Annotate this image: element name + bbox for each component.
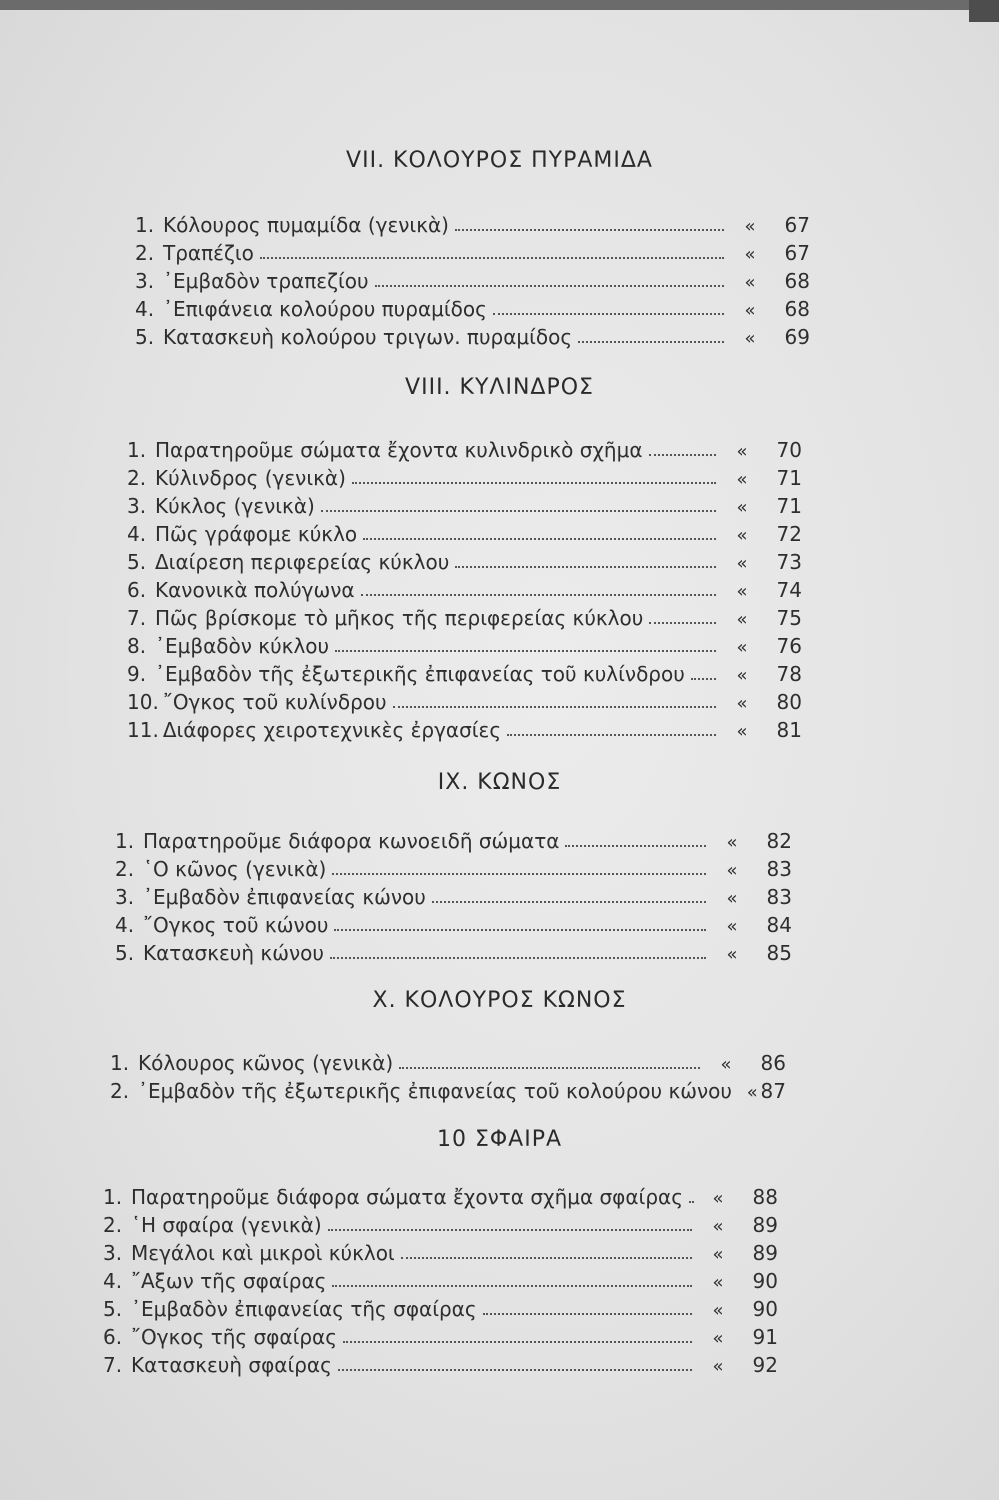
entry-number: 1. xyxy=(110,1051,130,1075)
entry-label: ᾿Επιφάνεια κολούρου πυραμίδος xyxy=(163,297,487,321)
dot-leader xyxy=(689,1193,692,1203)
dot-leader xyxy=(507,726,716,736)
entry-number: 3. xyxy=(103,1241,123,1265)
entry-page: 89 xyxy=(752,1241,778,1265)
entry-label: Τραπέζιο xyxy=(163,241,254,265)
section-title: VII. ΚΟΛΟΥΡΟΣ ΠΥΡΑΜΙΔΑ xyxy=(346,148,653,173)
dot-leader xyxy=(321,502,716,512)
ditto-mark: « xyxy=(746,1082,758,1103)
toc-entry xyxy=(127,606,802,630)
ditto-mark: « xyxy=(744,272,756,293)
ditto-mark: « xyxy=(712,1328,724,1349)
entry-page: 75 xyxy=(776,606,802,630)
dot-leader xyxy=(335,642,716,652)
entry-page: 81 xyxy=(776,718,802,742)
entry-page: 84 xyxy=(766,913,792,937)
toc-entry xyxy=(127,438,802,462)
toc-entry xyxy=(115,941,792,965)
entry-page: 68 xyxy=(784,269,810,293)
entry-number: 10. xyxy=(127,690,159,714)
dot-leader xyxy=(343,1333,692,1343)
entry-label: ᾿Εμβαδὸν κύκλου xyxy=(155,634,330,658)
dot-leader xyxy=(375,277,724,287)
toc-entry xyxy=(135,269,810,293)
dot-leader xyxy=(399,1059,700,1069)
ditto-mark: « xyxy=(736,525,748,546)
entry-number: 2. xyxy=(115,857,135,881)
entry-label: Κύκλος (γενικὰ) xyxy=(155,494,315,518)
dot-leader xyxy=(334,921,706,931)
entry-label: ῎Αξων τῆς σφαίρας xyxy=(131,1269,327,1293)
toc-entry xyxy=(115,885,792,909)
entry-label: Κανονικὰ πολύγωνα xyxy=(155,578,355,602)
entry-label: ᾿Εμβαδὸν ἐπιφανείας κώνου xyxy=(143,885,426,909)
toc-entry xyxy=(110,1051,786,1075)
entry-label: ῎Ογκος τοῦ κυλίνδρου xyxy=(162,690,387,714)
dot-leader xyxy=(330,949,706,959)
ditto-mark: « xyxy=(736,609,748,630)
dot-leader xyxy=(432,893,706,903)
ditto-mark: « xyxy=(736,469,748,490)
entry-page: 76 xyxy=(776,634,802,658)
dot-leader xyxy=(455,558,716,568)
entry-number: 6. xyxy=(103,1325,123,1349)
entry-page: 71 xyxy=(776,466,802,490)
dot-leader xyxy=(578,333,724,343)
entry-label: Κύλινδρος (γενικὰ) xyxy=(155,466,346,490)
dot-leader xyxy=(691,670,716,680)
entry-number: 4. xyxy=(103,1269,123,1293)
ditto-mark: « xyxy=(712,1216,724,1237)
entry-label: ᾿Εμβαδὸν τῆς ἐξωτερικῆς ἐπιφανείας τοῦ κυλίνδρου xyxy=(155,662,685,686)
toc-entry xyxy=(103,1297,778,1321)
toc-entry xyxy=(135,241,810,265)
entry-page: 83 xyxy=(766,885,792,909)
entry-label: ῾Ο κῶνος (γενικὰ) xyxy=(143,857,327,881)
entry-page: 78 xyxy=(776,662,802,686)
entry-label: ᾿Εμβαδὸν τῆς ἐξωτερικῆς ἐπιφανείας τοῦ κολούρου κώνου xyxy=(138,1079,732,1103)
toc-entry xyxy=(127,550,802,574)
entry-page: 67 xyxy=(784,241,810,265)
entry-page: 83 xyxy=(766,857,792,881)
entry-label: Κατασκευὴ κολούρου τριγων. πυραμίδος xyxy=(163,325,573,349)
entry-page: 82 xyxy=(766,829,792,853)
toc-entry xyxy=(127,578,802,602)
ditto-mark: « xyxy=(726,860,738,881)
entry-number: 7. xyxy=(127,606,147,630)
entry-number: 6. xyxy=(127,578,147,602)
entry-number: 2. xyxy=(127,466,147,490)
entry-page: 72 xyxy=(776,522,802,546)
toc-entry xyxy=(127,634,802,658)
toc-entry xyxy=(127,690,802,714)
dot-leader xyxy=(361,586,716,596)
ditto-mark: « xyxy=(744,300,756,321)
ditto-mark: « xyxy=(736,441,748,462)
entry-label: ᾿Εμβαδὸν ἐπιφανείας τῆς σφαίρας xyxy=(131,1297,477,1321)
toc-entry xyxy=(103,1241,778,1265)
entry-page: 67 xyxy=(784,213,810,237)
ditto-mark: « xyxy=(712,1244,724,1265)
toc-entry xyxy=(103,1185,778,1209)
toc-entry xyxy=(127,718,802,742)
entry-number: 5. xyxy=(135,325,155,349)
ditto-mark: « xyxy=(736,637,748,658)
entry-number: 2. xyxy=(135,241,155,265)
entry-page: 89 xyxy=(752,1213,778,1237)
entry-page: 69 xyxy=(784,325,810,349)
entry-label: ῾Η σφαίρα (γενικὰ) xyxy=(131,1213,322,1237)
toc-entry xyxy=(135,325,810,349)
entry-number: 3. xyxy=(115,885,135,909)
ditto-mark: « xyxy=(712,1188,724,1209)
toc-entry xyxy=(115,857,792,881)
entry-number: 7. xyxy=(103,1353,123,1377)
ditto-mark: « xyxy=(712,1300,724,1321)
toc-entry xyxy=(103,1353,778,1377)
toc-entry xyxy=(115,913,792,937)
dot-leader xyxy=(649,614,716,624)
entry-page: 90 xyxy=(752,1297,778,1321)
section-title: 10 ΣΦΑΙΡΑ xyxy=(436,1127,563,1152)
entry-label: Κόλουρος πυμαμίδα (γενικὰ) xyxy=(163,213,449,237)
ditto-mark: « xyxy=(726,944,738,965)
entry-number: 1. xyxy=(103,1185,123,1209)
entry-label: Κατασκευὴ κώνου xyxy=(143,941,324,965)
toc-entry xyxy=(127,522,802,546)
toc-entry xyxy=(103,1213,778,1237)
entry-page: 85 xyxy=(766,941,792,965)
entry-page: 92 xyxy=(752,1353,778,1377)
dot-leader xyxy=(363,530,716,540)
entry-label: ῎Ογκος τῆς σφαίρας xyxy=(131,1325,337,1349)
entry-label: Παρατηροῦμε διάφορα σώματα ἔχοντα σχῆμα σφαίρας xyxy=(131,1185,683,1209)
dot-leader xyxy=(328,1221,692,1231)
dot-leader xyxy=(565,837,706,847)
entry-label: Πῶς βρίσκομε τὸ μῆκος τῆς περιφερείας κύκλου xyxy=(155,606,644,630)
entry-number: 11. xyxy=(127,718,159,742)
entry-number: 1. xyxy=(127,438,147,462)
ditto-mark: « xyxy=(726,888,738,909)
ditto-mark: « xyxy=(736,721,748,742)
entry-number: 2. xyxy=(103,1213,123,1237)
scan-border-corner xyxy=(969,0,999,22)
entry-number: 5. xyxy=(115,941,135,965)
entry-number: 9. xyxy=(127,662,147,686)
entry-label: Διάφορες χειροτεχνικὲς ἐργασίες xyxy=(162,718,502,742)
toc-entry xyxy=(110,1079,786,1103)
ditto-mark: « xyxy=(712,1356,724,1377)
entry-number: 4. xyxy=(135,297,155,321)
entry-label: Μεγάλοι καὶ μικροὶ κύκλοι xyxy=(131,1241,395,1265)
dot-leader xyxy=(455,221,724,231)
toc-entry xyxy=(127,662,802,686)
dot-leader xyxy=(352,474,716,484)
entry-label: Παρατηροῦμε διάφορα κωνοειδῆ σώματα xyxy=(143,829,560,853)
ditto-mark: « xyxy=(744,216,756,237)
toc-entry xyxy=(127,466,802,490)
toc-entry xyxy=(115,829,792,853)
dot-leader xyxy=(260,249,724,259)
entry-number: 1. xyxy=(135,213,155,237)
dot-leader xyxy=(332,1277,692,1287)
entry-number: 3. xyxy=(135,269,155,293)
entry-page: 70 xyxy=(776,438,802,462)
ditto-mark: « xyxy=(726,832,738,853)
entry-number: 8. xyxy=(127,634,147,658)
entry-label: ῎Ογκος τοῦ κώνου xyxy=(143,913,329,937)
entry-page: 68 xyxy=(784,297,810,321)
entry-page: 80 xyxy=(776,690,802,714)
section-title: X. ΚΟΛΟΥΡΟΣ ΚΩΝΟΣ xyxy=(372,988,627,1013)
ditto-mark: « xyxy=(712,1272,724,1293)
dot-leader xyxy=(493,305,724,315)
entry-number: 5. xyxy=(127,550,147,574)
scan-border-top xyxy=(0,0,999,10)
dot-leader xyxy=(401,1249,692,1259)
ditto-mark: « xyxy=(736,581,748,602)
ditto-mark: « xyxy=(744,328,756,349)
entry-number: 2. xyxy=(110,1079,130,1103)
dot-leader xyxy=(393,698,716,708)
toc-entry xyxy=(103,1269,778,1293)
entry-label: Πῶς γράφομε κύκλο xyxy=(155,522,358,546)
entry-number: 5. xyxy=(103,1297,123,1321)
entry-label: Παρατηροῦμε σώματα ἔχοντα κυλινδρικὸ σχῆμα xyxy=(155,438,643,462)
entry-page: 86 xyxy=(760,1051,786,1075)
entry-number: 4. xyxy=(127,522,147,546)
entry-label: ᾿Εμβαδὸν τραπεζίου xyxy=(163,269,369,293)
entry-page: 90 xyxy=(752,1269,778,1293)
entry-number: 3. xyxy=(127,494,147,518)
section-title: VIII. ΚΥΛΙΝΔΡΟΣ xyxy=(405,375,594,400)
dot-leader xyxy=(338,1361,692,1371)
dot-leader xyxy=(649,446,716,456)
entry-number: 1. xyxy=(115,829,135,853)
toc-entry xyxy=(103,1325,778,1349)
entry-page: 87 xyxy=(760,1079,786,1103)
ditto-mark: « xyxy=(736,693,748,714)
entry-page: 88 xyxy=(752,1185,778,1209)
ditto-mark: « xyxy=(736,497,748,518)
entry-number: 4. xyxy=(115,913,135,937)
entry-page: 71 xyxy=(776,494,802,518)
ditto-mark: « xyxy=(736,553,748,574)
entry-page: 73 xyxy=(776,550,802,574)
ditto-mark: « xyxy=(744,244,756,265)
toc-entry xyxy=(135,213,810,237)
entry-label: Κατασκευὴ σφαίρας xyxy=(131,1353,332,1377)
ditto-mark: « xyxy=(736,665,748,686)
dot-leader xyxy=(483,1305,692,1315)
ditto-mark: « xyxy=(726,916,738,937)
toc-entry xyxy=(127,494,802,518)
section-title: IX. ΚΩΝΟΣ xyxy=(437,770,562,795)
toc-entry xyxy=(135,297,810,321)
ditto-mark: « xyxy=(720,1054,732,1075)
dot-leader xyxy=(332,865,706,875)
entry-label: Διαίρεση περιφερείας κύκλου xyxy=(155,550,450,574)
entry-page: 91 xyxy=(752,1325,778,1349)
entry-page: 74 xyxy=(776,578,802,602)
entry-label: Κόλουρος κῶνος (γενικὰ) xyxy=(138,1051,394,1075)
